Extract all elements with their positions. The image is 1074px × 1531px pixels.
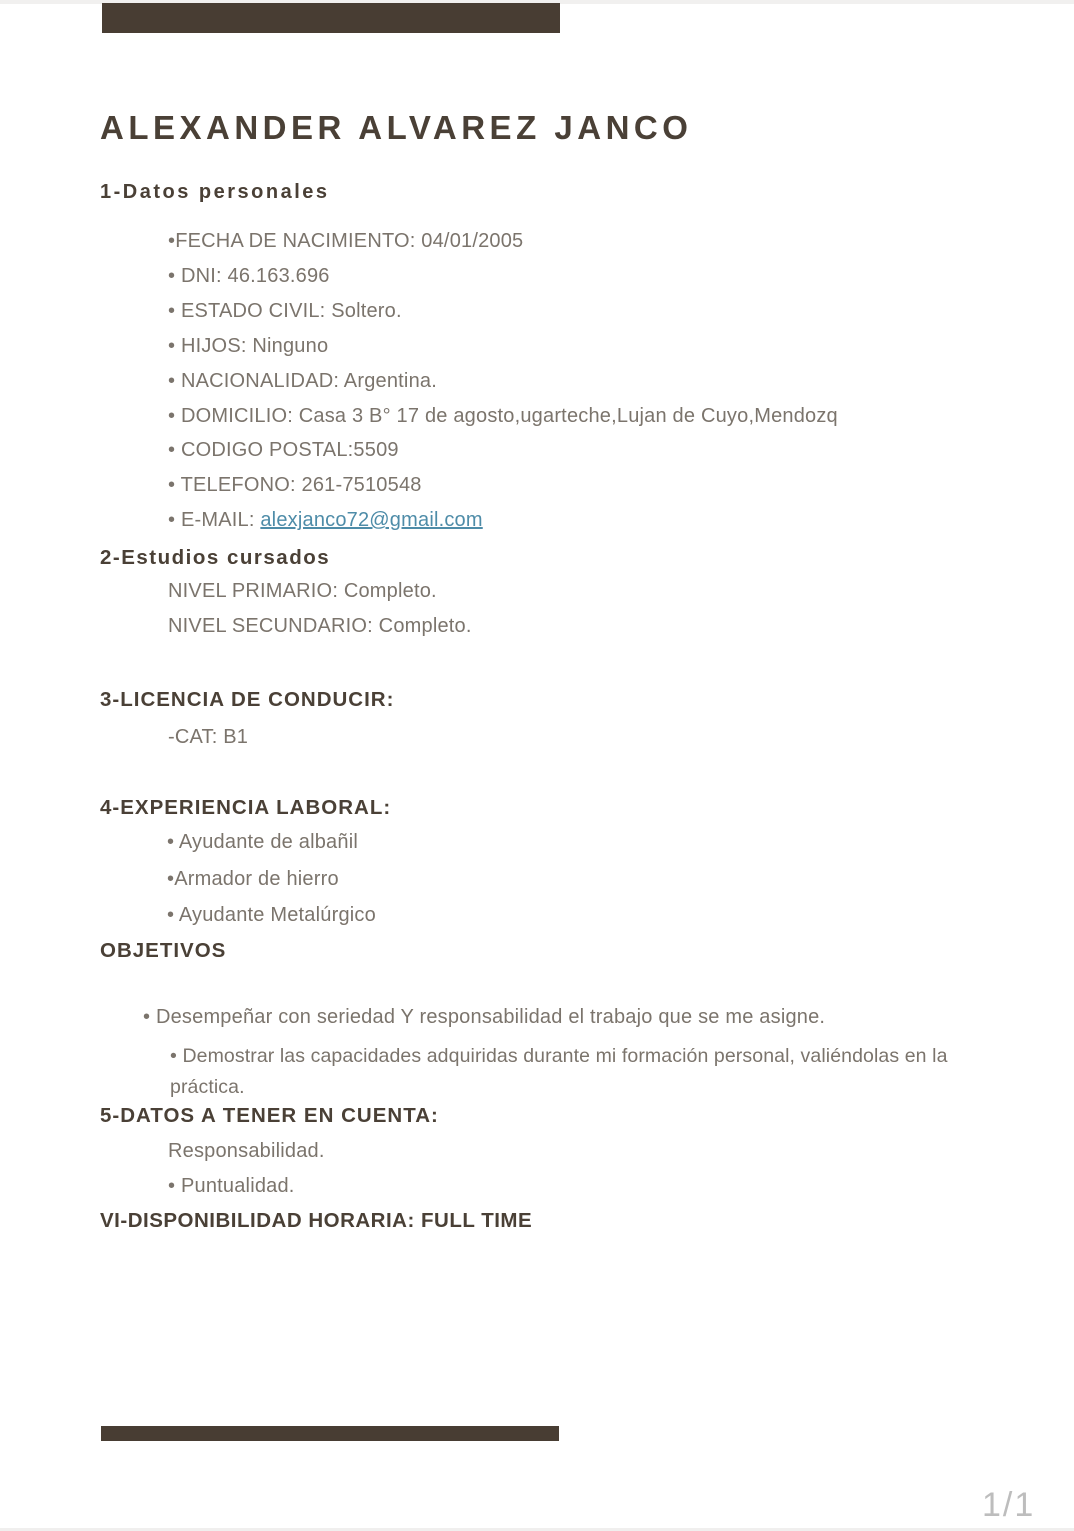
license-item: -CAT: B1: [168, 726, 249, 748]
personal-item-phone: • TELEFONO: 261-7510548: [168, 474, 422, 497]
availability-heading: VI-DISPONIBILIDAD HORARIA: FULL TIME: [100, 1209, 533, 1232]
studies-item-primary: NIVEL PRIMARIO: Completo.: [168, 580, 437, 602]
notes-item-responsibility: Responsabilidad.: [168, 1140, 325, 1162]
studies-section-heading: 2-Estudios cursados: [100, 546, 331, 569]
personal-item-postal-code: • CODIGO POSTAL:5509: [168, 439, 399, 462]
personal-item-nationality: • NACIONALIDAD: Argentina.: [168, 369, 437, 392]
studies-item-secondary: NIVEL SECUNDARIO: Completo.: [168, 615, 472, 637]
objectives-item-1: • Desempeñar con seriedad Y responsabilidad el trabajo que se me asigne.: [143, 1006, 826, 1028]
notes-section-heading: 5-DATOS A TENER EN CUENTA:: [100, 1104, 439, 1127]
email-label: • E-MAIL:: [168, 509, 261, 532]
objectives-item-2: • Demostrar las capacidades adquiridas durante mi formación personal, valiéndolas en la práctica.: [170, 1045, 948, 1098]
page-title: ALEXANDER ALVAREZ JANCO: [100, 109, 693, 146]
personal-item-dni: • DNI: 46.163.696: [168, 264, 330, 287]
accent-bar-top: [102, 3, 560, 33]
page-indicator: 1/1: [982, 1486, 1036, 1524]
personal-item-children: • HIJOS: Ninguno: [168, 334, 329, 357]
personal-list: [168, 224, 1058, 538]
personal-section-heading: 1-Datos personales: [100, 181, 330, 203]
accent-bar-bottom: [101, 1426, 559, 1441]
personal-item-birthdate: •FECHA DE NACIMIENTO: 04/01/2005: [168, 230, 524, 252]
experience-section-heading: 4-EXPERIENCIA LABORAL:: [100, 796, 392, 819]
license-section-heading: 3-LICENCIA DE CONDUCIR:: [100, 688, 395, 711]
notes-item-punctuality: • Puntualidad.: [168, 1175, 295, 1197]
experience-item-ironworker: •Armador de hierro: [167, 867, 339, 890]
notes-list: [168, 1134, 325, 1204]
email-link[interactable]: alexjanco72@gmail.com: [260, 509, 483, 532]
experience-item-mason: • Ayudante de albañil: [167, 831, 358, 853]
experience-list: [167, 824, 376, 934]
personal-item-civil-status: • ESTADO CIVIL: Soltero.: [168, 299, 402, 322]
experience-item-metalworker: • Ayudante Metalúrgico: [167, 904, 376, 926]
objectives-section-heading: OBJETIVOS: [100, 939, 227, 962]
personal-item-email: [168, 503, 1058, 538]
personal-item-address: • DOMICILIO: Casa 3 B° 17 de agosto,ugarteche,Lujan de Cuyo,Mendozq: [168, 404, 838, 427]
studies-list: [168, 574, 472, 644]
